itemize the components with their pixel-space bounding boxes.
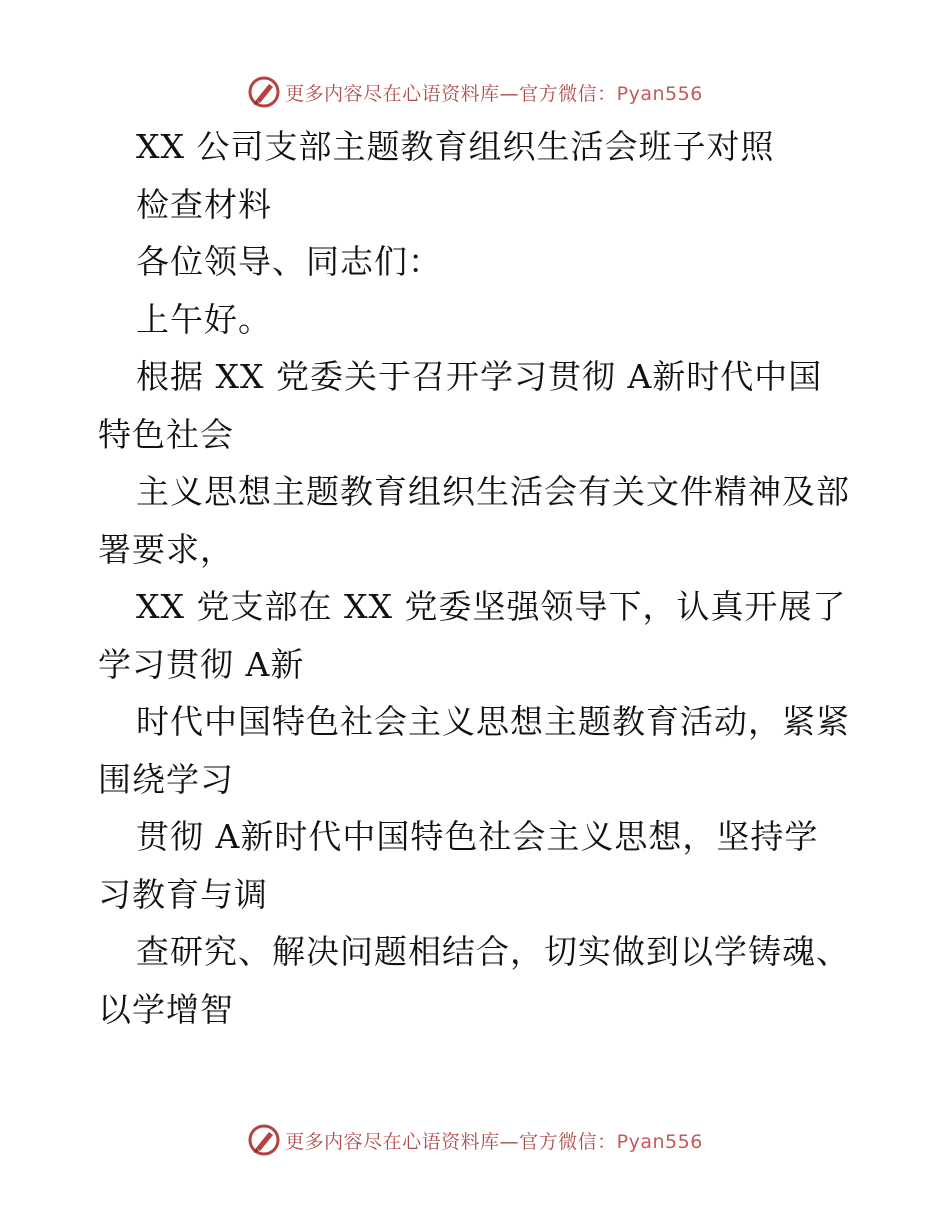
document-line: 根据 XX 党委关于召开学习贯彻 A新时代中国 bbox=[136, 357, 823, 396]
pen-logo-icon bbox=[247, 1123, 281, 1157]
document-line: 署要求， bbox=[98, 529, 234, 569]
document-line: 上午好。 bbox=[136, 299, 272, 339]
footer-banner-text bbox=[285, 1127, 703, 1154]
footer-banner bbox=[0, 1120, 950, 1160]
document-line: 围绕学习 bbox=[98, 759, 234, 799]
footer-banner-label: 更多内容尽在心语资料库—官方微信： bbox=[285, 1130, 617, 1153]
footer-banner-handle: Pyan556 bbox=[616, 1130, 703, 1153]
pen-logo-icon bbox=[247, 75, 281, 109]
document-line: XX 党支部在 XX 党委坚强领导下，认真开展了 bbox=[136, 587, 847, 626]
document-line: XX 公司支部主题教育组织生活会班子对照 bbox=[136, 127, 775, 166]
header-banner-label: 更多内容尽在心语资料库—官方微信： bbox=[285, 82, 617, 105]
document-line: 检查材料 bbox=[136, 184, 272, 224]
header-banner-text bbox=[285, 79, 703, 106]
document-line: 以学增智 bbox=[98, 989, 234, 1029]
document-line: 时代中国特色社会主义思想主题教育活动，紧紧 bbox=[136, 702, 850, 741]
header-banner-handle: Pyan556 bbox=[616, 82, 703, 105]
document-line: 贯彻 A新时代中国特色社会主义思想，坚持学 bbox=[136, 817, 819, 856]
document-line: 主义思想主题教育组织生活会有关文件精神及部 bbox=[136, 472, 850, 511]
document-line: 学习贯彻 A新 bbox=[98, 644, 305, 684]
document-line: 各位领导、同志们： bbox=[136, 242, 442, 281]
document-line: 查研究、解决问题相结合，切实做到以学铸魂、 bbox=[136, 932, 850, 971]
header-banner bbox=[0, 72, 950, 112]
document-line: 习教育与调 bbox=[98, 874, 268, 914]
document-body bbox=[98, 118, 888, 1038]
document-line: 特色社会 bbox=[98, 414, 234, 454]
